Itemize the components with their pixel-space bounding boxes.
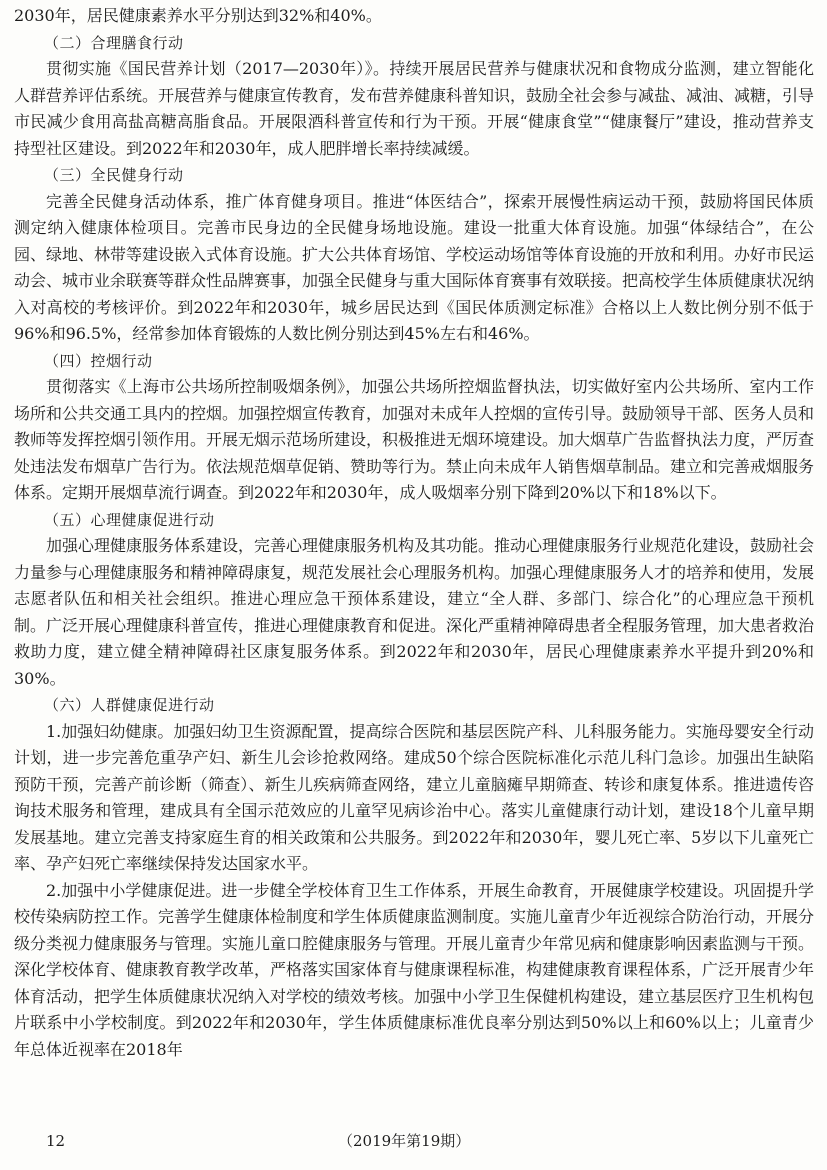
paragraph: 贯彻落实《上海市公共场所控制吸烟条例》，加强公共场所控烟监督执法，切实做好室内公共场所、室内工作场所和公共交通工具内的控烟。加强控烟宣传教育，加强对未成年人控烟的宣传引导。鼓励领导干部、医务人员和教师等发挥控烟引领作用。开展无烟示范场所建设，积极推进无烟环境建设。加大烟草广告监督执法力度，严厉查处违法发布烟草广告行为。依法规范烟草促销、赞助等行为。禁止向未成年人销售烟草制品。建立和完善戒烟服务体系。定期开展烟草流行调查。到2022年和2030年，成人吸烟率分别下降到20%以下和18%以下。 bbox=[14, 377, 815, 502]
page-number: 12 bbox=[46, 1132, 66, 1150]
paragraph: 1.加强妇幼健康。加强妇幼卫生资源配置，提高综合医院和基层医院产科、儿科服务能力。实施母婴安全行动计划，进一步完善危重孕产妇、新生儿会诊抢救网络。建成50个综合医院标准化示范儿科门急诊。加强出生缺陷预防干预，完善产前诊断（筛查）、新生儿疾病筛查网络，建立儿童脑瘫早期筛查、转诊和康复体系。推进遗传咨询技术服务和管理，建成具有全国示范效应的儿童罕见病诊治中心。落实儿童健康行动计划，建设18个儿童早期发展基地。建立完善支持家庭生育的相关政策和公共服务。到2022年和2030年，婴儿死亡率、5岁以下儿童死亡率、孕产妇死亡率继续保持发达国家水平。 bbox=[14, 721, 814, 873]
paragraph: 2.加强中小学健康促进。进一步健全学校体育卫生工作体系，开展生命教育，开展健康学校建设。巩固提升学校传染病防控工作。完善学生健康体检制度和学生体质健康监测制度。实施儿童青少年近视综合防治行动，开展分级分类视力健康服务与管理。实施儿童口腔健康服务与管理。开展儿童青少年常见病和健康影响因素监测与干预。深化学校体育、健康教育教学改革，严格落实国家体育与健康课程标准，构建健康教育课程体系，广泛开展青少年体育活动，把学生体质健康状况纳入对学校的绩效考核。加强中小学卫生保健机构建设，建立基层医疗卫生机构包片联系中小学校制度。到2022年和2030年，学生体质健康标准优良率分别达到50%以上和60%以上；儿童青少年总体近视率在2018年 bbox=[14, 880, 815, 1059]
section-heading: （五）心理健康促进行动 bbox=[44, 510, 215, 529]
paragraph: 加强心理健康服务体系建设，完善心理健康服务机构及其功能。推动心理健康服务行业规范化建设，鼓励社会力量参与心理健康服务和精神障碍康复，规范发展社会心理服务机构。加强心理健康服务人才的培养和使用，发展志愿者队伍和相关社会组织。推进心理应急干预体系建设，建立“全人群、多部门、综合化”的心理应急干预机制。广泛开展心理健康科普宣传，推进心理健康教育和促进。深化严重精神障碍患者全程服务管理，加大患者救治救助力度，建立健全精神障碍社区康复服务体系。到2022年和2030年，居民心理健康素养水平提升到20%和30%。 bbox=[14, 536, 815, 688]
issue-label: （2019年第19期） bbox=[338, 1132, 471, 1150]
page-footer bbox=[0, 1128, 827, 1154]
document-page bbox=[14, 3, 814, 1063]
section-heading: （六）人群健康促进行动 bbox=[44, 696, 215, 714]
section-heading: （四）控烟行动 bbox=[44, 351, 153, 370]
section-heading: （三）全民健身行动 bbox=[44, 166, 184, 184]
section-heading: （二）合理膳食行动 bbox=[44, 33, 184, 52]
paragraph: 2030年，居民健康素养水平分别达到32%和40%。 bbox=[14, 6, 382, 25]
paragraph: 完善全民健身活动体系，推广体育健身项目。推进“体医结合”，探索开展慢性病运动干预，鼓励将国民体质测定纳入健康体检项目。完善市民身边的全民健身场地设施。建设一批重大体育设施。加强“体绿结合”，在公园、绿地、林带等建设嵌入式体育设施。扩大公共体育场馆、学校运动场馆等体育设施的开放和利用。办好市民运动会、城市业余联赛等群众性品牌赛事，加强全民健身与重大国际体育赛事有效联接。把高校学生体质健康状况纳入对高校的考核评价。到2022年和2030年，城乡居民达到《国民体质测定标准》合格以上人数比例分别不低于96%和96.5%，经常参加体育锻炼的人数比例分别达到45%左右和46%。 bbox=[14, 191, 815, 343]
paragraph: 贯彻实施《国民营养计划（2017—2030年）》。持续开展居民营养与健康状况和食物成分监测，建立智能化人群营养评估系统。开展营养与健康宣传教育，发布营养健康科普知识，鼓励全社会参与减盐、减油、减糖，引导市民减少食用高盐高糖高脂食品。开展限酒科普宣传和行为干预。开展“健康食堂”“健康餐厅”建设，推动营养支持型社区建设。到2022年和2030年，成人肥胖增长率持续减缓。 bbox=[14, 59, 815, 158]
